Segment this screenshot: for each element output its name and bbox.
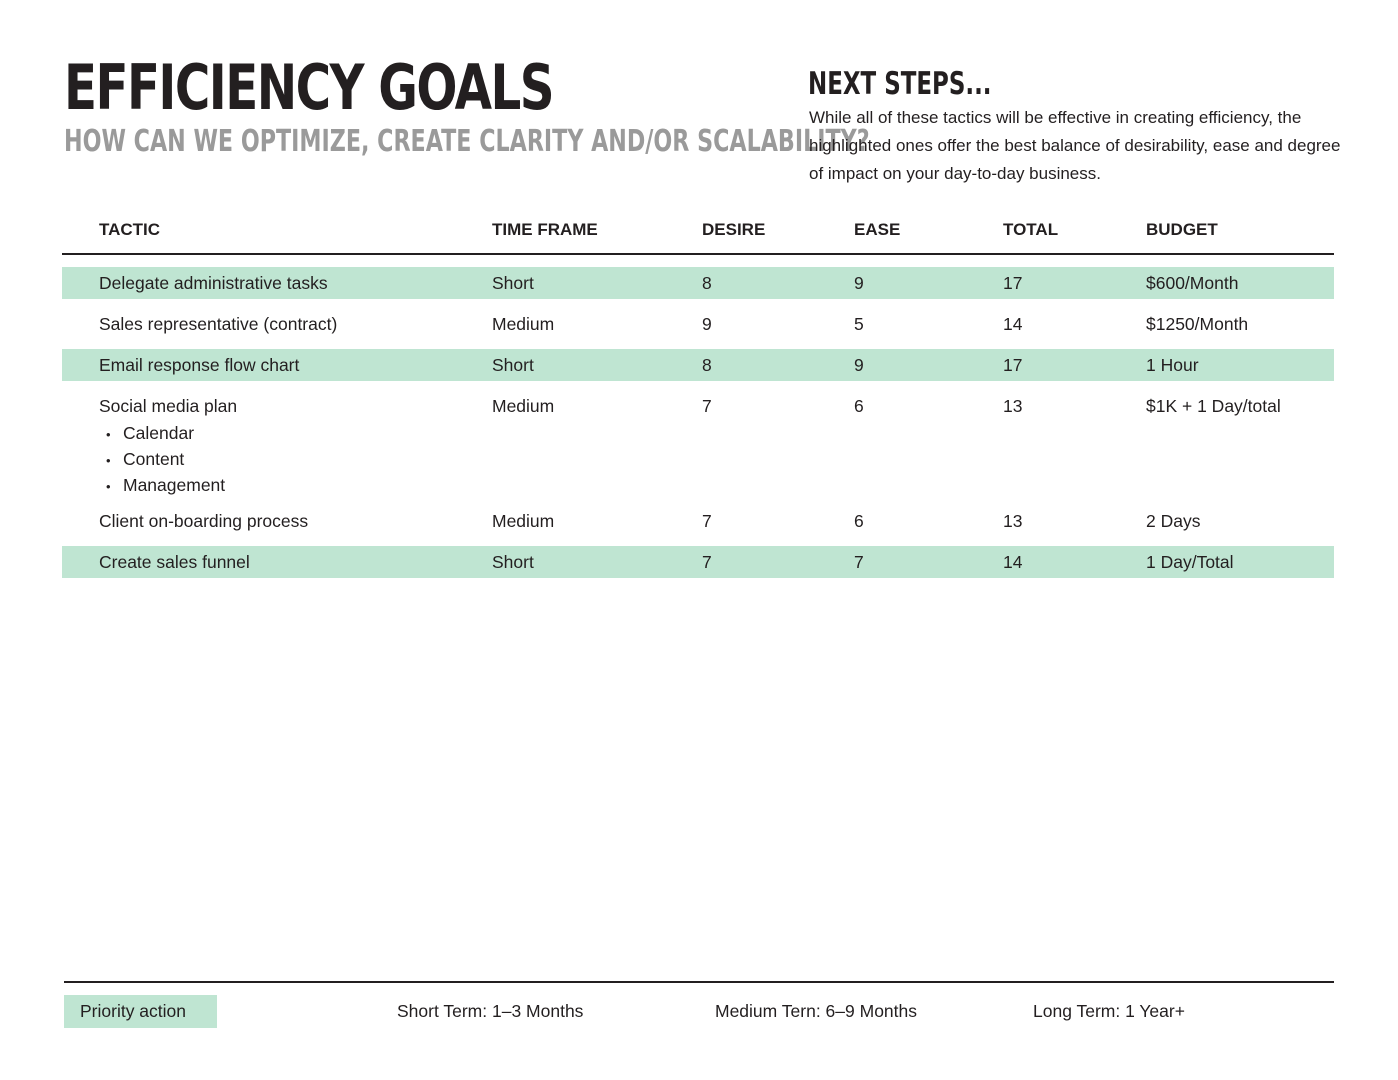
column-header-desire: DESIRE — [702, 220, 766, 239]
tactic-cell: Sales representative (contract) — [99, 314, 338, 334]
total-cell: 17 — [1003, 355, 1023, 375]
bullet-icon: • — [106, 453, 111, 468]
ease-cell: 5 — [854, 314, 864, 334]
budget-cell: $1250/Month — [1146, 314, 1249, 334]
table-row — [62, 267, 1334, 299]
desire-cell: 8 — [702, 355, 712, 375]
legend-long-term: Long Term: 1 Year+ — [1033, 1001, 1185, 1021]
table-row — [62, 390, 1334, 496]
desire-cell: 7 — [702, 396, 712, 416]
time-frame-cell: Medium — [492, 314, 555, 334]
tactic-cell: Client on-boarding process — [99, 511, 309, 531]
ease-cell: 9 — [854, 273, 864, 293]
table-header — [62, 212, 1334, 255]
table-body — [62, 255, 1334, 578]
ease-cell: 6 — [854, 396, 864, 416]
time-frame-cell: Short — [492, 355, 534, 375]
tactic-cell: Email response flow chart — [99, 355, 300, 375]
tactics-table — [62, 212, 1334, 587]
next-steps-body: While all of these tactics will be effective in creating efficiency, the highlighted ones offer the best balance of desirability, ease and degree of impact on your day-to-day business. — [809, 108, 1341, 183]
budget-cell: 1 Hour — [1146, 355, 1199, 375]
ease-cell: 7 — [854, 552, 864, 572]
sub-list-item: • Content — [106, 447, 225, 473]
tactic-cell: Social media plan — [99, 396, 238, 416]
total-cell: 14 — [1003, 314, 1023, 334]
table-row — [62, 349, 1334, 381]
ease-cell: 6 — [854, 511, 864, 531]
footer-divider — [64, 981, 1334, 983]
desire-cell: 9 — [702, 314, 712, 334]
priority-action-legend — [64, 995, 217, 1028]
budget-cell: $600/Month — [1146, 273, 1239, 293]
time-frame-cell: Short — [492, 273, 534, 293]
time-frame-cell: Medium — [492, 396, 555, 416]
total-cell: 13 — [1003, 396, 1023, 416]
desire-cell: 7 — [702, 511, 712, 531]
column-header-tactic: TACTIC — [99, 220, 161, 239]
table-row — [62, 546, 1334, 578]
budget-cell: 2 Days — [1146, 511, 1201, 531]
column-header-total: TOTAL — [1003, 220, 1059, 239]
tactic-sub-list — [106, 421, 225, 499]
desire-cell: 8 — [702, 273, 712, 293]
total-cell: 14 — [1003, 552, 1023, 572]
sub-list-item: • Management — [106, 473, 225, 499]
legend-short-term: Short Term: 1–3 Months — [397, 1001, 584, 1021]
column-header-budget: BUDGET — [1146, 220, 1218, 239]
next-steps-title: NEXT STEPS... — [808, 66, 992, 102]
total-cell: 17 — [1003, 273, 1023, 293]
bullet-icon: • — [106, 427, 111, 442]
time-frame-cell: Short — [492, 552, 534, 572]
desire-cell: 7 — [702, 552, 712, 572]
tactic-cell: Delegate administrative tasks — [99, 273, 328, 293]
tactic-cell: Create sales funnel — [99, 552, 250, 572]
time-frame-cell: Medium — [492, 511, 555, 531]
budget-cell: 1 Day/Total — [1146, 552, 1234, 572]
priority-action-label: Priority action — [80, 1001, 187, 1021]
table-row — [62, 308, 1334, 340]
page-subtitle: HOW CAN WE OPTIMIZE, CREATE CLARITY AND/OR SCALABILITY? — [64, 124, 870, 159]
column-header-time-frame: TIME FRAME — [492, 220, 598, 239]
budget-cell: $1K + 1 Day/total — [1146, 396, 1281, 416]
total-cell: 13 — [1003, 511, 1023, 531]
legend-medium-term: Medium Tern: 6–9 Months — [715, 1001, 918, 1021]
bullet-icon: • — [106, 479, 111, 494]
page-title: EFFICIENCY GOALS — [64, 51, 554, 124]
sub-list-item: • Calendar — [106, 421, 225, 447]
table-row — [62, 505, 1334, 537]
column-header-ease: EASE — [854, 220, 901, 239]
ease-cell: 9 — [854, 355, 864, 375]
